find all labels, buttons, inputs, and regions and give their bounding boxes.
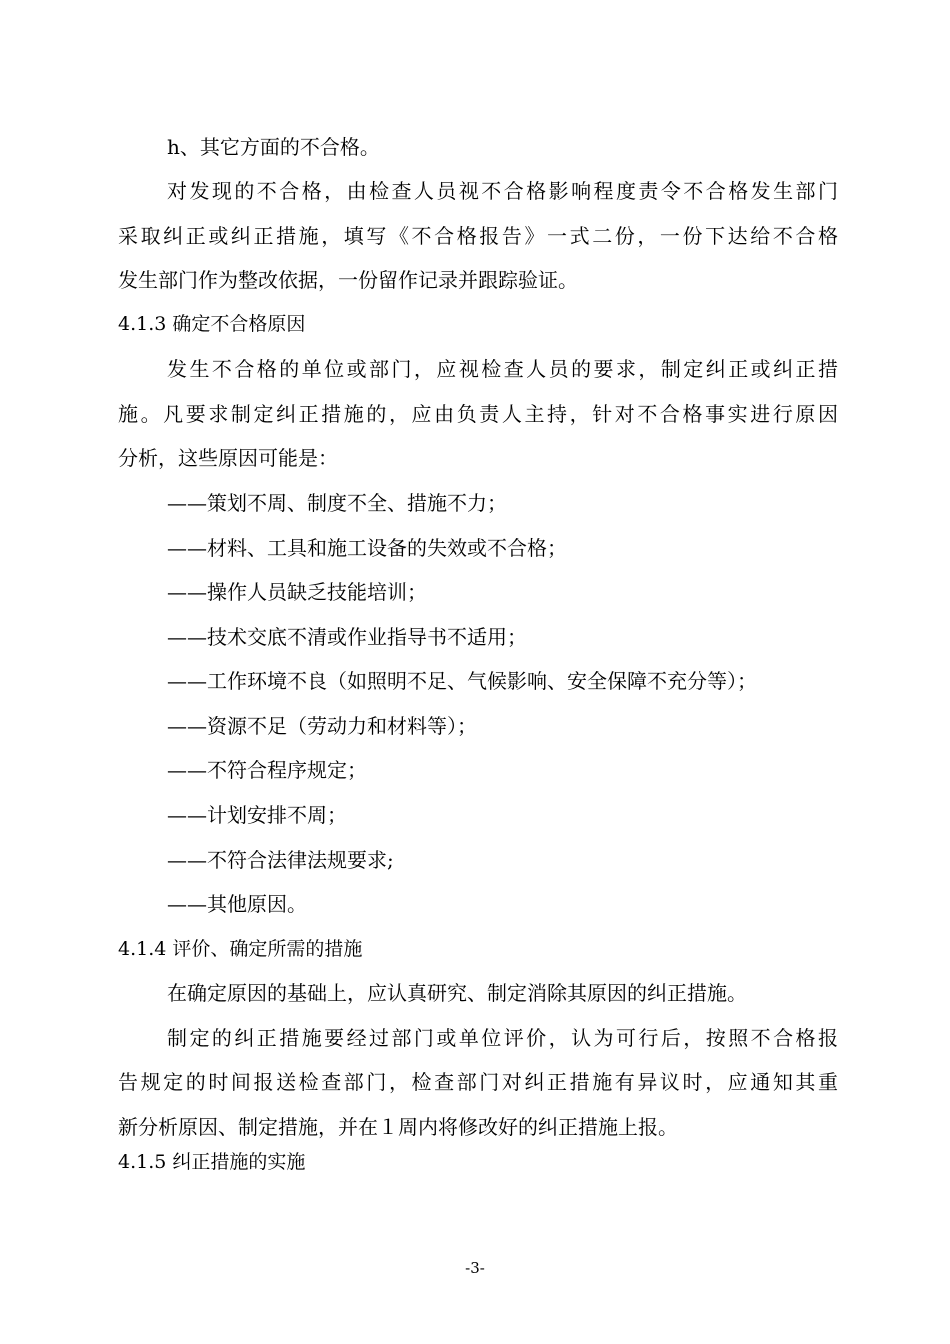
paragraph-line: 在确定原因的基础上，应认真研究、制定消除其原因的纠正措施。: [167, 981, 747, 1005]
paragraph-line: 制定的纠正措施要经过部门或单位评价，认为可行后，按照不合格报: [167, 1026, 838, 1050]
list-item: ——策划不周、制度不全、措施不力；: [167, 491, 507, 515]
page-number: -3-: [465, 1259, 485, 1277]
paragraph-line: 施。凡要求制定纠正措施的，应由负责人主持，针对不合格事实进行原因: [118, 402, 838, 426]
list-item: ——计划安排不周；: [167, 803, 347, 827]
paragraph-line: 对发现的不合格，由检查人员视不合格影响程度责令不合格发生部门: [167, 179, 838, 203]
list-item: ——工作环境不良（如照明不足、气候影响、安全保障不充分等）；: [167, 669, 757, 693]
section-heading-4-1-5: 4.1.5 纠正措施的实施: [118, 1151, 306, 1173]
paragraph-line: 分析，这些原因可能是：: [118, 446, 338, 470]
paragraph-line: 发生部门作为整改依据，一份留作记录并跟踪验证。: [118, 268, 578, 292]
list-item: ——不符合法律法规要求;: [167, 848, 394, 872]
paragraph-line: 新分析原因、制定措施，并在１周内将修改好的纠正措施上报。: [118, 1115, 678, 1139]
list-item: ——材料、工具和施工设备的失效或不合格；: [167, 536, 567, 560]
list-item: ——操作人员缺乏技能培训；: [167, 580, 427, 604]
paragraph-line: 发生不合格的单位或部门，应视检查人员的要求，制定纠正或纠正措: [167, 357, 838, 381]
paragraph-line: 告规定的时间报送检查部门，检查部门对纠正措施有异议时，应通知其重: [118, 1070, 838, 1094]
list-item-h: h、其它方面的不合格。: [167, 135, 380, 159]
list-item: ——其他原因。: [167, 892, 307, 916]
section-heading-4-1-3: 4.1.3 确定不合格原因: [118, 313, 306, 335]
list-item: ——不符合程序规定；: [167, 758, 367, 782]
list-item: ——资源不足（劳动力和材料等）；: [167, 714, 477, 738]
section-heading-4-1-4: 4.1.4 评价、确定所需的措施: [118, 938, 363, 960]
paragraph-line: 采取纠正或纠正措施，填写《不合格报告》一式二份，一份下达给不合格: [118, 224, 838, 248]
list-item: ——技术交底不清或作业指导书不适用；: [167, 625, 527, 649]
